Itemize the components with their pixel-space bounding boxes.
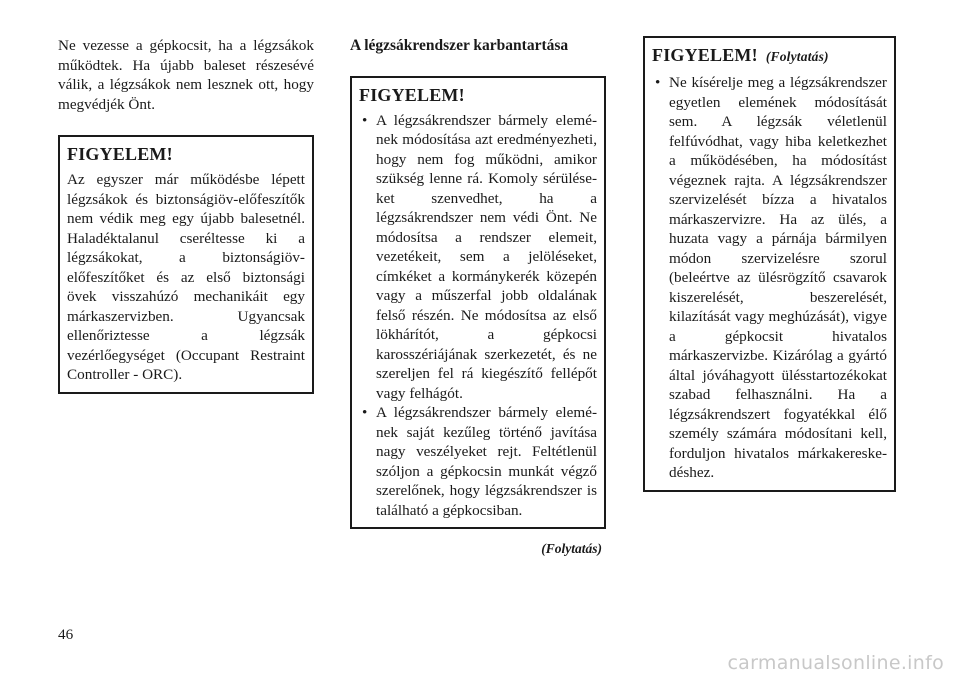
warning-list: [652, 73, 887, 483]
warning-list-item: • A légzsákrendszer bármely elemének saját kezűleg történő javítása nagy veszélyeket rejt. Feltétlenül szóljon a gépkocsin munkát végző szerelőnek, hogy légzsákrendszer is található a gépkocsiban.: [359, 403, 597, 520]
page-number: 46: [58, 626, 74, 643]
column-middle: [350, 36, 606, 559]
continued-label: (Folytatás): [541, 541, 602, 556]
warning-box-orc: [58, 135, 314, 394]
warning-box-maintenance: [350, 76, 606, 530]
intro-paragraph: Ne vezesse a gépkocsit, ha a légzsákok működtek. Ha újabb baleset részesévé válik, a légzsákok nem lesznek ott, hogy megvédjék Önt.: [58, 37, 314, 113]
warning-title: FIGYELEM!: [67, 144, 173, 164]
column-right: [643, 36, 896, 492]
warning-box-continued: [643, 36, 896, 492]
warning-list-item: • A légzsákrendszer bármely elemének módosítása azt eredményezheti, hogy nem fog működni, amikor szükség lenne rá. Komoly sérüléseket szenvedhet, ha a légzsákrendszer nem védi Önt. Ne módosítsa a rendszer elemeit, vezetékeit, sem a jelöléseket, címkéket a kormánykerék közepén vagy a műszerfal jobb oldalának felső részén. Ne módosítsa az első lökhárítót, a gépkocsi karosszériájának szerkezetét, és ne szereljen fel rá kiegészítő fellépőt vagy felhágót.: [359, 111, 597, 404]
warning-title: FIGYELEM!: [359, 84, 465, 105]
warning-list: [359, 111, 597, 521]
section-heading: A légzsákrendszer karbantartása: [350, 37, 569, 54]
column-left: [58, 36, 314, 394]
warning-continued-label: (Folytatás): [765, 49, 829, 64]
warning-list-item: • Ne kísérelje meg a légzsákrendszer egyetlen elemének módosítását sem. A légzsák véletlenül felfúvódhat, vagy hiba keletkezhet a működésében, ha módosítást végeznek rajta. A légzsákrendszer szervizelését bízza a hivatalos márkaszervizre. Ha az ülés, a huzata vagy a párnája bármilyen módon szervizelésre szorul (beleértve az ülésrögzítő csavarok kiszerelését, beszerelését, kilazítását vagy meghúzását), vigye a gépkocsit hivatalos márkaszervizbe. Kizárólag a gyártó által jóváhagyott ülésstartozékokat szabad felhasználni. Ha a légzsákrendszert fogyatékkal élő személy számára módosítani kell, forduljon hivatalos márkakereskedéshez.: [652, 73, 887, 483]
warning-title: FIGYELEM!: [652, 45, 758, 65]
watermark: carmanualsonline.info: [727, 652, 944, 674]
warning-title-row: [652, 43, 887, 69]
warning-text: Az egyszer már működésbe lépett légzsákok és biztonságiöv-előfeszítők nem védik meg egy újabb balesetnél. Haladéktalanul cseréltesse ki a légzsákokat, a biztonságiöv-előfeszítőket és az első biztonsági övek visszahúzó mechanikáit egy márkaszervizben. Ugyancsak ellenőriztesse a légzsák vezérlőegységet (Occupant Restraint Controller - ORC).: [67, 171, 305, 383]
